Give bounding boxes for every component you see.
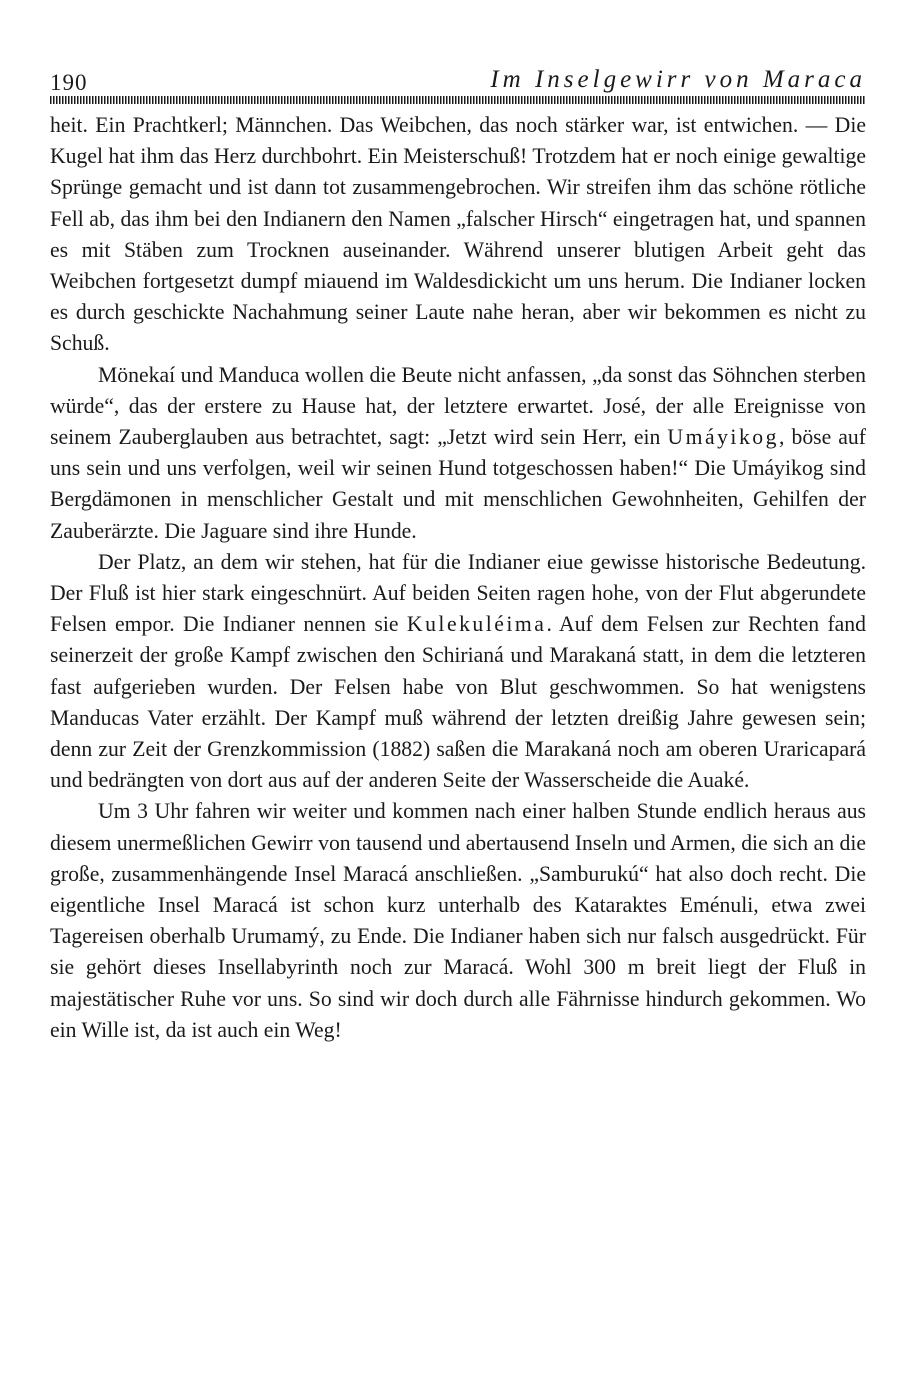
paragraph-3	[50, 547, 866, 797]
paragraph-4	[50, 796, 866, 1046]
running-title: Im Inselgewirr von Maraca	[490, 66, 866, 93]
paragraph-text: , böse auf uns sein und uns verfolgen, weil wir seinen Hund totgeschossen haben!“ Die Umáyikog sind Bergdämonen in menschlicher Gestalt und mit menschlichen Gewohnheiten, Gehilfen der Zauberärzte. Die Jaguare sind ihre Hunde.	[50, 425, 866, 543]
paragraph-text: Mönekaí und Manduca wollen die Beute nicht anfassen, „da sonst das Söhnchen sterben würde“, das der erstere zu Hause hat, der letztere erwartet. José, der alle Ereignisse von seinem Zauberglauben aus betrachtet, sagt: „Jetzt wird sein Herr, ein	[50, 362, 866, 450]
paragraph-text: heit. Ein Prachtkerl; Männchen. Das Weibchen, das noch stärker war, ist entwichen. — Die Kugel hat ihm das Herz durchbohrt. Ein Meisterschuß! Trotzdem hat er noch einige gewaltige Sprünge gemacht und ist dann tot zusammengebrochen. Wir streifen ihm das schöne rötliche Fell ab, das ihm bei den Indianern den Namen „falscher Hirsch“ eingetragen hat, und spannen es mit Stäben zum Trocknen auseinander. Während unserer blutigen Arbeit geht das Weibchen fortgesetzt dumpf miauend im Waldesdickicht um uns herum. Die Indianer locken es durch geschickte Nachahmung seiner Laute nahe heran, aber wir bekommen es nicht zu Schuß.	[50, 113, 866, 356]
page-number: 190	[50, 70, 88, 95]
body-text	[50, 110, 866, 1046]
paragraph-text: Der Platz, an dem wir stehen, hat für die Indianer eiue gewisse historische Bedeutung. Der Fluß ist hier stark eingeschnürt. Auf beiden Seiten ragen hohe, von der Flut abgerundete Felsen empor. Die Indianer nennen sie	[50, 549, 866, 637]
header-rule	[50, 96, 866, 104]
book-page	[50, 64, 866, 1046]
paragraph-text: . Auf dem Felsen zur Rechten fand seinerzeit der große Kampf zwischen den Schirianá und Marakaná statt, in dem die letzteren fast aufgerieben wurden. Der Felsen habe von Blut geschwommen. So hat wenigstens Manducas Vater erzählt. Der Kampf muß während der letzten dreißig Jahre gewesen sein; denn zur Zeit der Grenzkommission (1882) saßen die Marakaná noch am oberen Uraricapará und bedrängten von dort aus auf der anderen Seite der Wasserscheide die Auaké.	[50, 612, 866, 793]
paragraph-text: Um 3 Uhr fahren wir weiter und kommen nach einer halben Stunde endlich heraus aus diesem unermeßlichen Gewirr von tausend und abertausend Inseln und Armen, die sich an die große, zusammenhängende Insel Maracá anschließen. „Samburukú“ hat also doch recht. Die eigentliche Insel Maracá ist schon kurz unterhalb des Kataraktes Eménuli, etwa zwei Tagereisen oberhalb Urumamý, zu Ende. Die Indianer haben sich nur falsch ausgedrückt. Für sie gehört dieses Insellabyrinth noch zur Maracá. Wohl 300 m breit liegt der Fluß in majestätischer Ruhe vor uns. So sind wir doch durch alle Fährnisse hindurch gekommen. Wo ein Wille ist, da ist auch ein Weg!	[50, 799, 866, 1042]
paragraph-1	[50, 110, 866, 360]
paragraph-2	[50, 360, 866, 547]
running-head	[50, 64, 866, 96]
spaced-term: Kulekuléima	[406, 612, 547, 637]
spaced-term: Umáyikog	[667, 425, 779, 450]
